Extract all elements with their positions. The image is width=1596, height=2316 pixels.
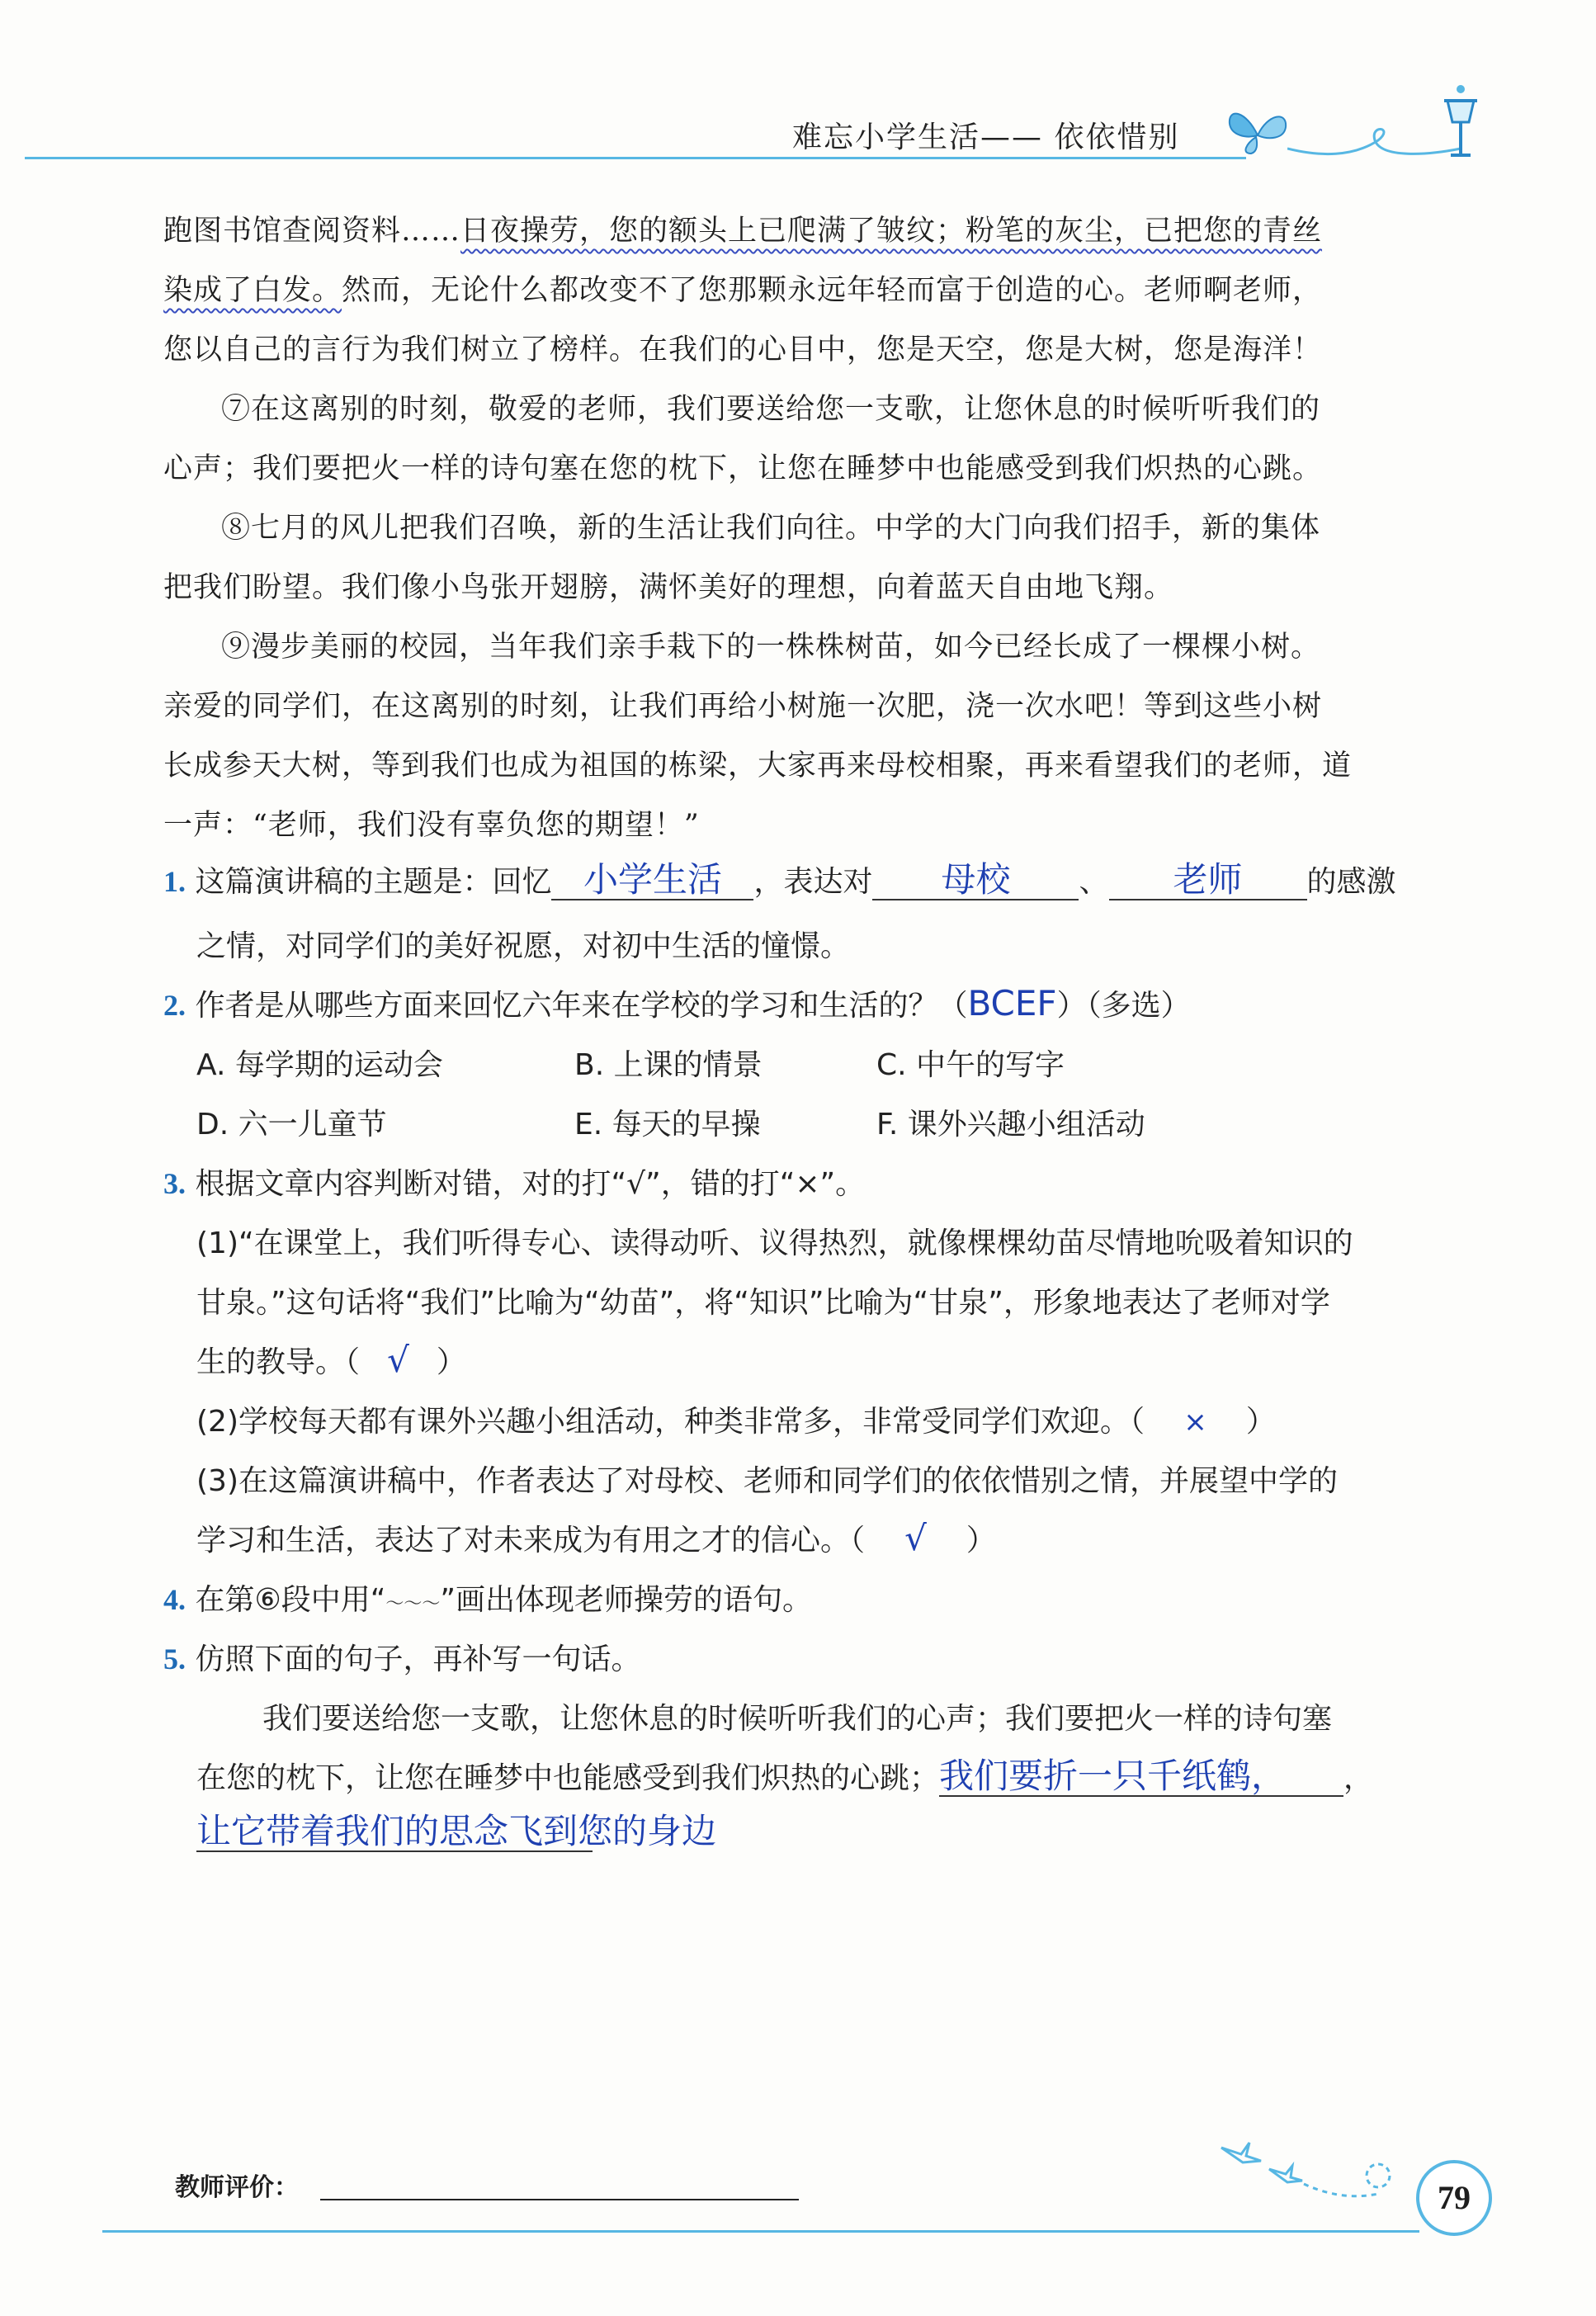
judgement-answer[interactable]: ×	[1183, 1406, 1207, 1439]
passage-line: 把我们盼望。我们像小鸟张开翅膀，满怀美好的理想，向着蓝天自由地飞翔。	[163, 571, 1174, 604]
wavy-mark: ～～～	[385, 1594, 441, 1614]
q3-item1-line2: 甘泉。”这句话将“我们”比喻为“幼苗”，将“知识”比喻为“甘泉”，形象地表达了老师对学	[196, 1286, 1330, 1320]
question-1: 1. 这篇演讲稿的主题是：回忆 小学生活 ，表达对 母校 、 老师 的感激	[163, 859, 1396, 900]
answer-choice[interactable]: BCEF	[967, 983, 1057, 1023]
underlined-sentence: 日夜操劳，您的额头上已爬满了皱纹；粉笔的灰尘，已把您的青丝	[460, 215, 1323, 248]
teacher-evaluation-line[interactable]	[320, 2199, 799, 2200]
option-b[interactable]: B. 上课的情景	[574, 1048, 763, 1082]
header-rule	[25, 157, 1246, 159]
option-a[interactable]: A. 每学期的运动会	[196, 1048, 443, 1082]
passage-line	[163, 201, 1451, 261]
q3-item1-line3: 生的教导。（ √ ）	[196, 1340, 466, 1380]
passage-line: 一声：“老师，我们没有辜负您的期望！”	[163, 809, 700, 842]
question-5: 5. 仿照下面的句子，再补写一句话。	[163, 1642, 641, 1676]
birds-decoration-icon	[1213, 2129, 1428, 2212]
passage-line: 您以自己的言行为我们树立了榜样。在我们的心目中，您是天空，您是大树，您是海洋！	[163, 333, 1323, 366]
q3-item2: (2)学校每天都有课外兴趣小组活动，种类非常多，非常受同学们欢迎。（ × ）	[196, 1405, 1276, 1439]
lamp-icon	[1436, 83, 1485, 165]
question-2: 2. 作者是从哪些方面来回忆六年来在学校的学习和生活的？（BCEF）（多选）	[163, 983, 1191, 1023]
teacher-evaluation-label: 教师评价：	[175, 2173, 299, 2202]
footer-rule	[102, 2230, 1419, 2233]
passage-line	[163, 261, 1451, 320]
option-f[interactable]: F. 课外兴趣小组活动	[876, 1108, 1145, 1141]
q3-item1-line1: (1)“在课堂上，我们听得专心、读得动听、议得热烈，就像棵棵幼苗尽情地吮吸着知识的	[196, 1227, 1353, 1260]
passage-line: 亲爱的同学们，在这离别的时刻，让我们再给小树施一次肥，浇一次水吧！等到这些小树	[163, 690, 1323, 723]
question-3: 3. 根据文章内容判断对错，对的打“√”，错的打“×”。	[163, 1167, 866, 1201]
q5-model-line2: 在您的枕下，让您在睡梦中也能感受到我们炽热的心跳；我们要折一只千纸鹤， ，	[196, 1756, 1374, 1796]
answer-blank-sentence-1[interactable]: 我们要折一只千纸鹤，	[939, 1757, 1343, 1797]
option-c[interactable]: C. 中午的写字	[876, 1048, 1065, 1082]
passage-text: 然而，无论什么都改变不了您那颗永远年轻而富于创造的心。老师啊老师，	[342, 274, 1323, 307]
option-d[interactable]: D. 六一儿童节	[196, 1108, 387, 1141]
question-4: 4. 在第⑥段中用“～～～”画出体现老师操劳的语句。	[163, 1583, 813, 1617]
answer-blank-2[interactable]: 母校	[872, 861, 1079, 900]
q3-item3-line1: (3)在这篇演讲稿中，作者表达了对母校、老师和同学们的依依惜别之情，并展望中学的	[196, 1464, 1338, 1498]
q5-model-line1: 我们要送给您一支歌，让您休息的时候听听我们的心声；我们要把火一样的诗句塞	[262, 1702, 1333, 1736]
answer-blank-sentence-2[interactable]: 让它带着我们的思念飞到您的身边	[196, 1811, 717, 1851]
judgement-answer[interactable]: √	[387, 1340, 409, 1380]
page-number: 79	[1416, 2160, 1492, 2236]
passage-line: 长成参天大树，等到我们也成为祖国的栋梁，大家再来母校相聚，再来看望我们的老师，道	[163, 749, 1353, 782]
q3-item3-line2: 学习和生活，表达了对未来成为有用之才的信心。（ √ ）	[196, 1518, 996, 1558]
butterfly-icon	[1221, 102, 1296, 160]
judgement-answer[interactable]: √	[904, 1518, 927, 1558]
underlined-sentence: 染成了白发。	[163, 274, 342, 307]
passage-line: 心声；我们要把火一样的诗句塞在您的枕下，让您在睡梦中也能感受到我们炽热的心跳。	[163, 452, 1323, 485]
option-e[interactable]: E. 每天的早操	[574, 1108, 761, 1141]
answer-blank-3[interactable]: 老师	[1109, 861, 1307, 900]
answer-blank-1[interactable]: 小学生活	[551, 861, 753, 900]
passage-line: ⑦在这离别的时刻，敬爱的老师，我们要送给您一支歌，让您休息的时候听听我们的	[221, 393, 1321, 426]
question-1-line2: 之情，对同学们的美好祝愿，对初中生活的憧憬。	[196, 929, 851, 963]
passage-line: ⑧七月的风儿把我们召唤，新的生活让我们向往。中学的大门向我们招手，新的集体	[221, 512, 1321, 545]
q5-answer-line2	[196, 1811, 717, 1852]
page-section-title: 难忘小学生活—— 依依惜别	[792, 121, 1180, 154]
passage-text: 跑图书馆查阅资料……	[163, 215, 461, 248]
passage-line: ⑨漫步美丽的校园，当年我们亲手栽下的一株株树苗，如今已经长成了一棵棵小树。	[221, 631, 1321, 664]
